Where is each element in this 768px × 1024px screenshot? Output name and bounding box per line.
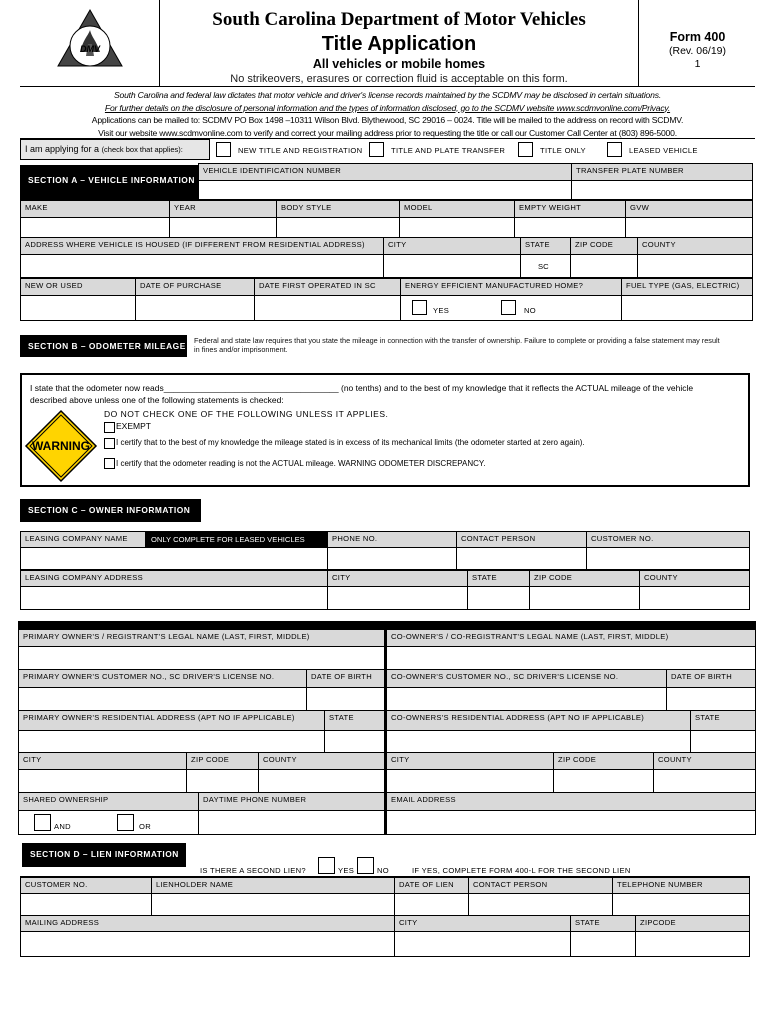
daytime-phone-field[interactable]: [198, 810, 385, 835]
lien-mailing-address-header: MAILING ADDRESS: [20, 915, 395, 932]
primary-state-field[interactable]: [324, 730, 385, 753]
only-leased-badge: ONLY COMPLETE FOR LEASED VEHICLES: [145, 532, 327, 547]
logo-cell: [20, 0, 160, 86]
applying-label: [20, 139, 210, 160]
form-subtitle: All vehicles or mobile homes: [312, 57, 486, 71]
co-owner-county-field[interactable]: [653, 769, 756, 793]
primary-address-field[interactable]: [18, 730, 325, 753]
vehicle-county-header: COUNTY: [637, 237, 753, 255]
shared-or-checkbox[interactable]: [117, 814, 134, 831]
lien-contact-header: CONTACT PERSON: [468, 876, 613, 894]
gvw-header: GVW: [625, 200, 753, 218]
energy-yes-label: YES: [433, 306, 450, 315]
form-note: No strikeovers, erasures or correction fluid is acceptable on this form.: [230, 73, 568, 85]
not-actual-checkbox[interactable]: [104, 458, 115, 469]
do-not-check-text: DO NOT CHECK ONE OF THE FOLLOWING UNLESS IT APPLIES.: [104, 409, 389, 419]
new-or-used-field[interactable]: [20, 295, 136, 321]
lien-contact-field[interactable]: [468, 893, 613, 916]
shared-and-label: AND: [54, 822, 71, 831]
date-first-operated-header: DATE FIRST OPERATED IN SC: [254, 278, 401, 296]
leasing-customer-no-field[interactable]: [586, 547, 750, 570]
co-owner-state-field[interactable]: [690, 730, 756, 753]
co-owner-city-field[interactable]: [386, 769, 554, 793]
form-title: Title Application: [321, 33, 477, 55]
section-c-banner: SECTION C – OWNER INFORMATION: [20, 499, 201, 522]
section-d-banner: SECTION D – LIEN INFORMATION: [22, 843, 186, 867]
shared-and-checkbox[interactable]: [34, 814, 51, 831]
form-number-cell: [638, 0, 755, 86]
body-style-field[interactable]: [276, 217, 400, 238]
form-number: Form 400: [669, 30, 726, 44]
co-owner-customer-no-header: CO-OWNER'S CUSTOMER NO., SC DRIVER'S LICENSE NO.: [386, 669, 667, 688]
email-field[interactable]: [386, 810, 756, 835]
transfer-plate-header: TRANSFER PLATE NUMBER: [571, 163, 753, 181]
agency-title: South Carolina Department of Motor Vehicles: [212, 9, 586, 30]
leasing-contact-field[interactable]: [456, 547, 587, 570]
primary-dob-field[interactable]: [306, 687, 385, 711]
lien-mailing-address-field[interactable]: [20, 931, 395, 957]
leasing-customer-no-header: CUSTOMER NO.: [586, 531, 750, 548]
second-lien-no-label: NO: [377, 866, 389, 875]
lienholder-name-header: LIENHOLDER NAME: [151, 876, 395, 894]
leasing-county-field[interactable]: [639, 586, 750, 610]
second-lien-yes-label: YES: [338, 866, 355, 875]
lien-state-header: STATE: [570, 915, 636, 932]
body-style-header: BODY STYLE: [276, 200, 400, 218]
form-revision: (Rev. 06/19): [669, 45, 726, 57]
date-purchase-header: DATE OF PURCHASE: [135, 278, 255, 296]
vehicle-address-header: ADDRESS WHERE VEHICLE IS HOUSED (IF DIFFERENT FROM RESIDENTIAL ADDRESS): [20, 237, 384, 255]
date-first-operated-field[interactable]: [254, 295, 401, 321]
vehicle-county-field[interactable]: [637, 254, 753, 278]
fuel-type-header: FUEL TYPE (GAS, ELECTRIC): [621, 278, 753, 296]
lienholder-name-field[interactable]: [151, 893, 395, 916]
shared-ownership-field: [18, 810, 199, 835]
disclaimer: [20, 86, 755, 139]
fuel-type-field[interactable]: [621, 295, 753, 321]
mileage-excess-label: I certify that to the best of my knowledge the mileage stated is in excess of its mechanical limits (the odometer started at zero again).: [116, 438, 585, 447]
vin-header: VEHICLE IDENTIFICATION NUMBER: [198, 163, 572, 181]
co-owner-name-header: CO-OWNER'S / CO-REGISTRANT'S LEGAL NAME (LAST, FIRST, MIDDLE): [386, 629, 756, 647]
lien-telephone-header: TELEPHONE NUMBER: [612, 876, 750, 894]
vehicle-zip-header: ZIP CODE: [570, 237, 638, 255]
primary-name-field[interactable]: [18, 646, 385, 670]
primary-city-header: CITY: [18, 752, 187, 770]
mileage-excess-checkbox[interactable]: [104, 438, 115, 449]
section-a-banner: SECTION A – VEHICLE INFORMATION: [20, 165, 198, 200]
warning-text: WARNING: [32, 439, 90, 453]
second-lien-instructions: IF YES, COMPLETE FORM 400-L FOR THE SECOND LIEN: [412, 866, 631, 875]
co-owner-address-field[interactable]: [386, 730, 691, 753]
leasing-phone-header: PHONE NO.: [327, 531, 457, 548]
co-owner-dob-header: DATE OF BIRTH: [666, 669, 756, 688]
shared-or-label: OR: [139, 822, 151, 831]
odometer-box: [20, 373, 750, 487]
vin-field[interactable]: [198, 180, 572, 200]
energy-no-checkbox[interactable]: [501, 300, 516, 315]
shared-ownership-header: SHARED OWNERSHIP: [18, 792, 199, 811]
vehicle-city-header: CITY: [383, 237, 521, 255]
new-title-label: NEW TITLE AND REGISTRATION: [238, 146, 363, 155]
title-only-checkbox[interactable]: [518, 142, 533, 157]
odometer-legal-note: Federal and state law requires that you state the mileage in connection with the transfer of ownership. Failure to complete or providing a false statement may result in fines and/or imprisonment.: [194, 336, 720, 354]
applying-hint: (check box that applies):: [101, 145, 183, 154]
new-title-checkbox[interactable]: [216, 142, 231, 157]
primary-county-field[interactable]: [258, 769, 385, 793]
primary-name-header: PRIMARY OWNER'S / REGISTRANT'S LEGAL NAME (LAST, FIRST, MIDDLE): [18, 629, 385, 647]
vehicle-address-field[interactable]: [20, 254, 384, 278]
leasing-name-field[interactable]: [20, 547, 328, 570]
co-owner-address-header: CO-OWNERS'S RESIDENTIAL ADDRESS (APT NO IF APPLICABLE): [386, 710, 691, 731]
exempt-label: EXEMPT: [116, 421, 151, 431]
leasing-phone-field[interactable]: [327, 547, 457, 570]
gvw-field[interactable]: [625, 217, 753, 238]
empty-weight-header: EMPTY WEIGHT: [514, 200, 626, 218]
empty-weight-field[interactable]: [514, 217, 626, 238]
odometer-statement-2: described above unless one of the following statements is checked:: [30, 395, 284, 405]
vehicle-state-value: SC: [538, 262, 549, 271]
co-owner-zip-field[interactable]: [553, 769, 654, 793]
leasing-county-header: COUNTY: [639, 570, 750, 587]
lien-telephone-field[interactable]: [612, 893, 750, 916]
email-header: EMAIL ADDRESS: [386, 792, 756, 811]
co-owner-state-header: STATE: [690, 710, 756, 731]
leasing-city-header: CITY: [327, 570, 468, 587]
make-field[interactable]: [20, 217, 170, 238]
lien-state-field[interactable]: [570, 931, 636, 957]
primary-dob-header: DATE OF BIRTH: [306, 669, 385, 688]
odometer-statement: I state that the odometer now reads_____________________________________ (no tenths) and to the best of my knowledge that it reflects the ACTUAL mileage of the vehicle: [30, 383, 694, 393]
primary-county-header: COUNTY: [258, 752, 385, 770]
model-header: MODEL: [399, 200, 515, 218]
co-owner-zip-header: ZIP CODE: [553, 752, 654, 770]
title-plate-transfer-checkbox[interactable]: [369, 142, 384, 157]
energy-no-label: NO: [524, 306, 536, 315]
leased-vehicle-label: LEASED VEHICLE: [629, 146, 698, 155]
lien-city-header: CITY: [394, 915, 571, 932]
lien-zip-field[interactable]: [635, 931, 750, 957]
second-lien-no-checkbox[interactable]: [357, 857, 374, 874]
disclaimer-line: For further details on the disclosure of personal information and the types of information disclosed, go to the SCDMV website www.scdmvonline.com/Privacy.: [104, 102, 671, 113]
vehicle-state-field[interactable]: [520, 254, 571, 278]
date-of-lien-field[interactable]: [394, 893, 469, 916]
new-or-used-header: NEW OR USED: [20, 278, 136, 296]
make-header: MAKE: [20, 200, 170, 218]
leasing-name-label: LEASING COMPANY NAME: [25, 534, 128, 543]
disclaimer-line: Applications can be mailed to: SCDMV PO Box 1498 –10311 Wilson Blvd. Blythewood, SC 29016 – 0024. Title will be mailed to the address on record with SCDMV.: [91, 115, 684, 125]
section-b-banner: SECTION B – ODOMETER MILEAGE: [20, 335, 187, 357]
second-lien-question: IS THERE A SECOND LIEN?: [200, 866, 306, 875]
title-plate-transfer-label: TITLE AND PLATE TRANSFER: [391, 146, 506, 155]
leasing-city-field[interactable]: [327, 586, 468, 610]
lien-customer-no-header: CUSTOMER NO.: [20, 876, 152, 894]
leasing-state-field[interactable]: [467, 586, 530, 610]
primary-customer-no-header: PRIMARY OWNER'S CUSTOMER NO., SC DRIVER'S LICENSE NO.: [18, 669, 307, 688]
page-number: 1: [694, 58, 701, 70]
date-purchase-field[interactable]: [135, 295, 255, 321]
primary-zip-field[interactable]: [186, 769, 259, 793]
leasing-state-header: STATE: [467, 570, 530, 587]
co-owner-customer-no-field[interactable]: [386, 687, 667, 711]
primary-customer-no-field[interactable]: [18, 687, 307, 711]
leasing-address-header: LEASING COMPANY ADDRESS: [20, 570, 328, 587]
leasing-zip-field[interactable]: [529, 586, 640, 610]
leased-vehicle-checkbox[interactable]: [607, 142, 622, 157]
model-field[interactable]: [399, 217, 515, 238]
lien-zip-header: ZIPCODE: [635, 915, 750, 932]
vehicle-state-header: STATE: [520, 237, 571, 255]
warning-sign-icon: [24, 409, 98, 483]
energy-yes-checkbox[interactable]: [412, 300, 427, 315]
leasing-address-field[interactable]: [20, 586, 328, 610]
primary-state-header: STATE: [324, 710, 385, 731]
scdmv-logo-icon: [56, 8, 124, 76]
title-only-label: TITLE ONLY: [540, 146, 586, 155]
vehicle-zip-field[interactable]: [570, 254, 638, 278]
not-actual-label: I certify that the odometer reading is not the ACTUAL mileage. WARNING ODOMETER DISCREPANCY.: [116, 459, 486, 468]
vehicle-city-field[interactable]: [383, 254, 521, 278]
co-owner-dob-field[interactable]: [666, 687, 756, 711]
lien-customer-no-field[interactable]: [20, 893, 152, 916]
date-of-lien-header: DATE OF LIEN: [394, 876, 469, 894]
transfer-plate-field[interactable]: [571, 180, 753, 200]
primary-zip-header: ZIP CODE: [186, 752, 259, 770]
leasing-contact-header: CONTACT PERSON: [456, 531, 587, 548]
form-header: [20, 0, 755, 86]
primary-city-field[interactable]: [18, 769, 187, 793]
co-owner-name-field[interactable]: [386, 646, 756, 670]
primary-address-header: PRIMARY OWNER'S RESIDENTIAL ADDRESS (APT NO IF APPLICABLE): [18, 710, 325, 731]
energy-efficient-header: ENERGY EFFICIENT MANUFACTURED HOME?: [400, 278, 622, 296]
daytime-phone-header: DAYTIME PHONE NUMBER: [198, 792, 385, 811]
applying-label-text: I am applying for a: [25, 144, 100, 154]
logo-text: DMV: [80, 44, 100, 54]
second-lien-yes-checkbox[interactable]: [318, 857, 335, 874]
leasing-zip-header: ZIP CODE: [529, 570, 640, 587]
co-owner-county-header: COUNTY: [653, 752, 756, 770]
year-header: YEAR: [169, 200, 277, 218]
energy-efficient-field: [400, 295, 622, 321]
lien-city-field[interactable]: [394, 931, 571, 957]
disclaimer-line: Visit our website www.scdmvonline.com to verify and correct your mailing address prior to requesting the title or call our Customer Call Center at (803) 896-5000.: [98, 127, 677, 138]
exempt-checkbox[interactable]: [104, 422, 115, 433]
disclaimer-line: South Carolina and federal law dictates that motor vehicle and driver's license records maintained by the SCDMV may be disclosed in certain situations.: [113, 90, 662, 100]
year-field[interactable]: [169, 217, 277, 238]
co-owner-city-header: CITY: [386, 752, 554, 770]
